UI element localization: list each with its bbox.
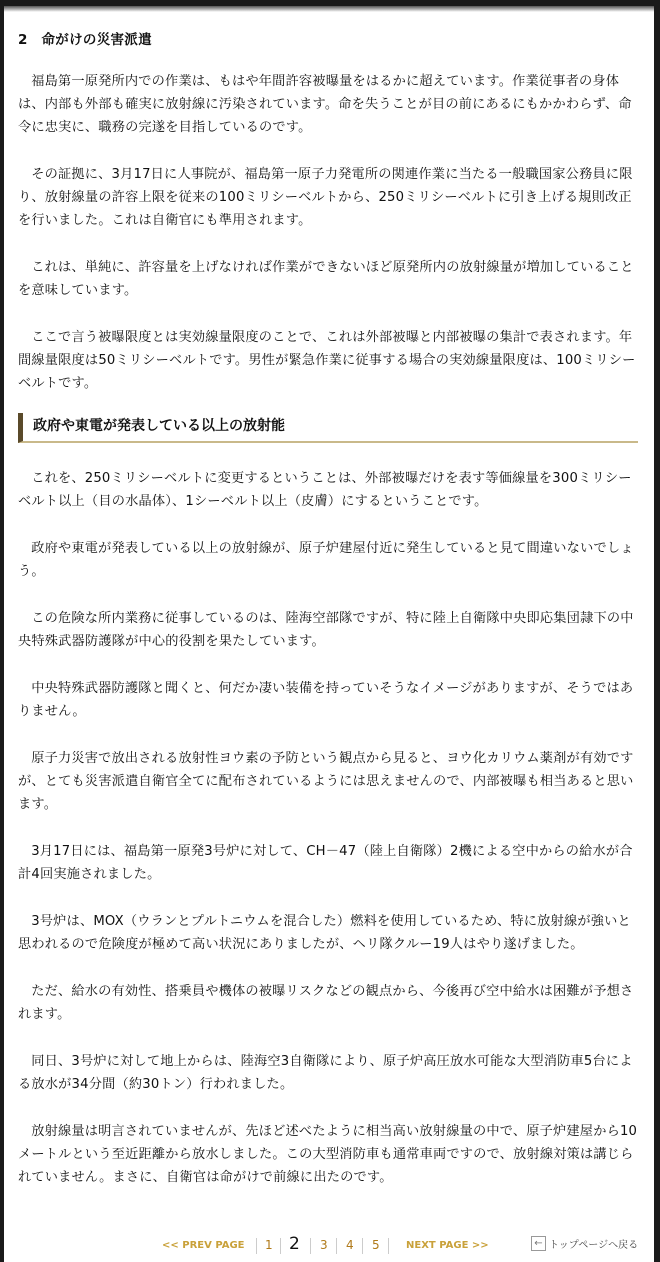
paragraph: 政府や東電が発表している以上の放射線が、原子炉建屋付近に発生していると見て間違いないでしょう。 bbox=[18, 541, 634, 579]
paragraph: 同日、3号炉に対して地上からは、陸海空3自衛隊により、原子炉高圧放水可能な大型消防車5台による放水が34分間（約30トン）行われました。 bbox=[18, 1054, 633, 1092]
paragraph: 放射線量は明言されていませんが、先ほど述べたように相当高い放射線量の中で、原子炉建屋から10メートルという至近距離から放水しました。この大型消防車も通常車両ですので、放射線対策は講じられていません。まさに、自衛官は命がけで前線に出たのです。 bbox=[18, 1124, 638, 1185]
paragraph: これを、250ミリシーベルトに変更するということは、外部被曝だけを表す等価線量を300ミリシーベルト以上（目の水晶体）、1シーベルト以上（皮膚）にするということです。 bbox=[18, 471, 632, 509]
page-separator bbox=[256, 1238, 257, 1254]
next-page-link[interactable]: NEXT PAGE >> bbox=[406, 1240, 489, 1251]
paragraph: この危険な所内業務に従事しているのは、陸海空部隊ですが、特に陸上自衛隊中央即応集団隷下の中央特殊武器防護隊が中心的役割を果たしています。 bbox=[18, 611, 634, 649]
paragraph: これは、単純に、許容量を上げなければ作業ができないほど原発所内の放射線量が増加していることを意味しています。 bbox=[18, 260, 634, 298]
pagination bbox=[0, 1236, 660, 1256]
paragraph-group-b bbox=[18, 467, 638, 1189]
page-separator bbox=[280, 1238, 281, 1254]
section-heading-2: 政府や東電が発表している以上の放射能 bbox=[18, 413, 638, 443]
paragraph-group-a bbox=[18, 70, 638, 395]
prev-page-link[interactable]: << PREV PAGE bbox=[162, 1240, 245, 1251]
article-body bbox=[18, 28, 638, 1213]
paragraph: ただ、給水の有効性、搭乗員や機体の被曝リスクなどの観点から、今後再び空中給水は困難が予想されます。 bbox=[18, 984, 634, 1022]
back-to-top-link[interactable] bbox=[531, 1236, 638, 1251]
page-current-2: 2 bbox=[289, 1234, 300, 1254]
page-separator bbox=[310, 1238, 311, 1254]
paragraph: その証拠に、3月17日に人事院が、福島第一原子力発電所の関連作業に当たる一般職国家公務員に限り、放射線量の許容上限を従来の100ミリシーベルトから、250ミリシーベルトに引き上げる規則改正を行いました。これは自衛官にも準用されます。 bbox=[18, 167, 633, 228]
paragraph: 福島第一原発所内での作業は、もはや年間許容被曝量をはるかに超えています。作業従事者の身体は、内部も外部も確実に放射線に汚染されています。命を失うことが目の前にあるにもかかわらず、命令に忠実に、職務の完遂を目指しているのです。 bbox=[18, 74, 632, 135]
page-separator bbox=[336, 1238, 337, 1254]
page-link-3[interactable]: 3 bbox=[320, 1238, 328, 1252]
paragraph: 3月17日には、福島第一原発3号炉に対して、CH－47（陸上自衛隊）2機による空中からの給水が合計4回実施されました。 bbox=[18, 844, 633, 882]
back-arrow-icon: ← bbox=[531, 1236, 546, 1251]
section-heading-1: 2 命がけの災害派遣 bbox=[18, 32, 152, 48]
paragraph: 中央特殊武器防護隊と聞くと、何だか凄い装備を持っていそうなイメージがありますが、そうではありません。 bbox=[18, 681, 634, 719]
page-link-5[interactable]: 5 bbox=[372, 1238, 380, 1252]
page-link-1[interactable]: 1 bbox=[265, 1238, 273, 1252]
paragraph: 原子力災害で放出される放射性ヨウ素の予防という観点から見ると、ヨウ化カリウム薬剤が有効ですが、とても災害派遣自衛官全てに配布されているようには思えませんので、内部被曝も相当あると思います。 bbox=[18, 751, 634, 812]
page-separator bbox=[362, 1238, 363, 1254]
paragraph: ここで言う被曝限度とは実効線量限度のことで、これは外部被曝と内部被曝の集計で表されます。年間線量限度は50ミリシーベルトです。男性が緊急作業に従事する場合の実効線量限度は、100ミリシーベルトです。 bbox=[18, 330, 636, 391]
page-link-4[interactable]: 4 bbox=[346, 1238, 354, 1252]
page-separator bbox=[388, 1238, 389, 1254]
back-to-top-label: トップページへ戻る bbox=[549, 1240, 639, 1251]
paragraph: 3号炉は、MOX（ウランとプルトニウムを混合した）燃料を使用しているため、特に放射線が強いと思われるので危険度が極めて高い状況にありましたが、ヘリ隊クルー19人はやり遂げました。 bbox=[18, 914, 631, 952]
